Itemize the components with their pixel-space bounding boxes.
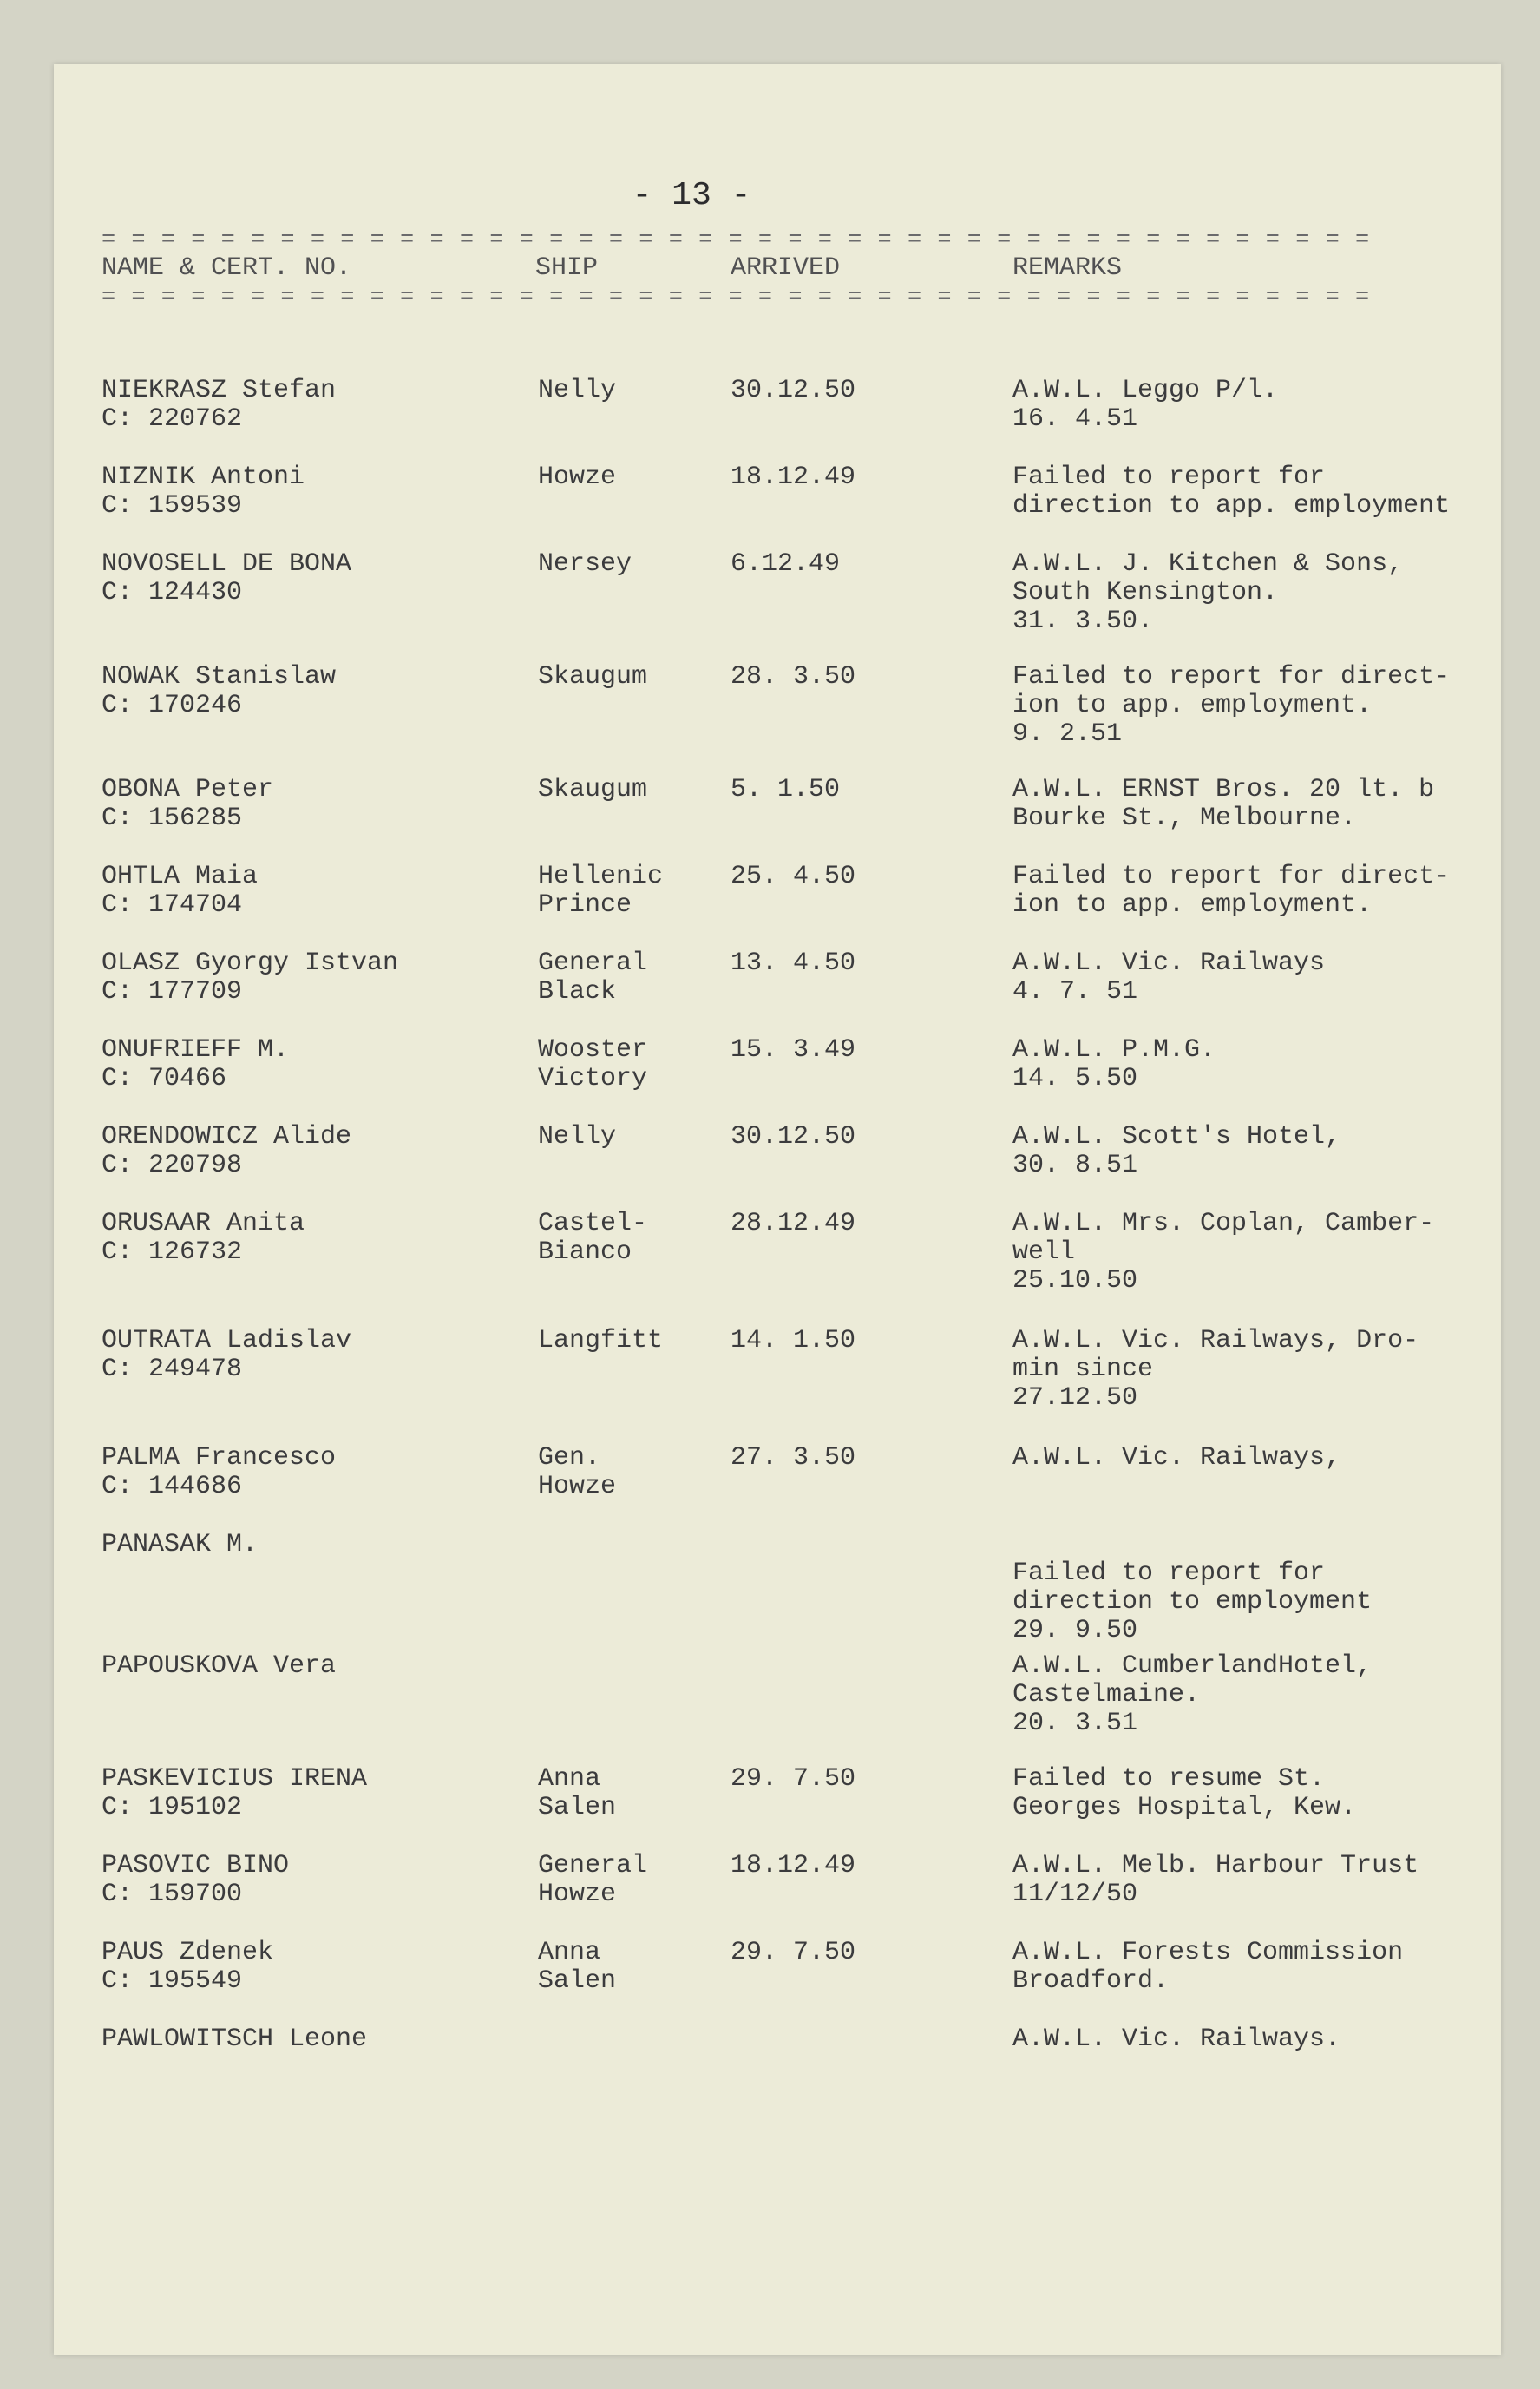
entry-cert: C: 156285 <box>102 804 243 833</box>
entry-name-text: NOVOSELL DE BONA <box>102 549 352 579</box>
entry-arrived: 14. 1.50 <box>731 1326 856 1355</box>
entry-arrived: 29. 7.50 <box>731 1938 856 1967</box>
entry-remarks: A.W.L. Scott's Hotel, 30. 8.51 <box>1012 1122 1341 1180</box>
entry-name-text: OLASZ Gyorgy Istvan <box>102 948 399 978</box>
header-name: NAME & CERT. NO. <box>102 253 352 283</box>
entry-remarks: A.W.L. Melb. Harbour Trust 11/12/50 <box>1012 1851 1419 1909</box>
entry-name <box>102 949 527 1007</box>
entry-name-text: PAUS Zdenek <box>102 1938 274 1967</box>
entry-remarks: A.W.L. ERNST Bros. 20 lt. b Bourke St., Melbourne. <box>1012 775 1435 833</box>
entry-name-text: NOWAK Stanislaw <box>102 662 337 692</box>
entry-name-text: PALMA Francesco <box>102 1443 337 1473</box>
entry-name <box>102 1531 527 1559</box>
entry-name-text: ONUFRIEFF M. <box>102 1035 290 1065</box>
entry-remarks: A.W.L. Mrs. Coplan, Camber- well 25.10.50 <box>1012 1209 1435 1296</box>
entry-ship: General Black <box>538 948 648 1007</box>
entry-cert: C: 126732 <box>102 1237 243 1267</box>
page-number: - 13 - <box>632 177 751 214</box>
entry-name <box>102 1652 527 1681</box>
entry-name <box>102 1036 527 1093</box>
entry-cert: C: 159539 <box>102 491 243 521</box>
entry-remarks: A.W.L. Vic. Railways. <box>1012 2025 1341 2054</box>
header-arrived: ARRIVED <box>731 253 841 283</box>
entry-name <box>102 550 527 607</box>
entry-ship: Nelly <box>538 376 617 405</box>
entry-arrived: 28.12.49 <box>731 1209 856 1238</box>
entry-remarks: A.W.L. P.M.G. 14. 5.50 <box>1012 1035 1216 1093</box>
entry-arrived: 30.12.50 <box>731 376 856 405</box>
entry-name-text: OBONA Peter <box>102 775 274 804</box>
entry-arrived: 25. 4.50 <box>731 862 856 891</box>
entry-cert: C: 170246 <box>102 691 243 720</box>
entry-cert: C: 177709 <box>102 977 243 1007</box>
entry-cert: C: 124430 <box>102 578 243 607</box>
entry-remarks: Failed to report for direction to app. employment <box>1012 463 1451 521</box>
entry-cert: C: 144686 <box>102 1472 243 1501</box>
entry-name <box>102 1123 527 1180</box>
entry-name-text: NIZNIK Antoni <box>102 463 305 492</box>
entry-arrived: 29. 7.50 <box>731 1764 856 1794</box>
entry-ship: Langfitt <box>538 1326 664 1355</box>
entry-name-text: PASKEVICIUS IRENA <box>102 1764 368 1794</box>
entry-arrived: 13. 4.50 <box>731 948 856 978</box>
entry-arrived: 27. 3.50 <box>731 1443 856 1473</box>
entry-ship: Anna Salen <box>538 1938 617 1996</box>
entry-ship: Hellenic Prince <box>538 862 664 920</box>
entry-name-text: ORENDOWICZ Alide <box>102 1122 352 1152</box>
entry-name <box>102 776 527 833</box>
entry-name <box>102 1210 527 1267</box>
entry-remarks: A.W.L. J. Kitchen & Sons, South Kensington. 31. 3.50. <box>1012 549 1404 636</box>
entry-name-text: PASOVIC BINO <box>102 1851 290 1880</box>
entry-ship: Nersey <box>538 549 632 579</box>
entry-cert: C: 174704 <box>102 890 243 920</box>
entry-remarks: A.W.L. Vic. Railways, <box>1012 1443 1341 1473</box>
entry-ship: Anna Salen <box>538 1764 617 1822</box>
entry-ship: Gen. Howze <box>538 1443 617 1501</box>
entry-arrived: 6.12.49 <box>731 549 841 579</box>
entry-remarks: A.W.L. CumberlandHotel, Castelmaine. 20. 3.51 <box>1012 1651 1373 1738</box>
entry-cert: C: 159700 <box>102 1880 243 1909</box>
entry-ship: Castel- Bianco <box>538 1209 648 1267</box>
entry-remarks: Failed to report for direct- ion to app. employment. <box>1012 862 1451 920</box>
entry-name-text: PAWLOWITSCH Leone <box>102 2025 368 2054</box>
entry-name <box>102 1444 527 1501</box>
entry-arrived: 28. 3.50 <box>731 662 856 692</box>
entry-name <box>102 663 527 720</box>
entry-name <box>102 1852 527 1909</box>
document-page <box>54 64 1501 2355</box>
entry-arrived: 15. 3.49 <box>731 1035 856 1065</box>
header-rule: = = = = = = = = = = = = = = = = = = = = = = = = = = = = = = = = = = = = = = = = = = = <box>102 285 1371 311</box>
entry-name <box>102 1765 527 1822</box>
entry-name <box>102 463 527 521</box>
entry-cert: C: 249478 <box>102 1355 243 1384</box>
top-rule: = = = = = = = = = = = = = = = = = = = = = = = = = = = = = = = = = = = = = = = = = = = <box>102 227 1371 253</box>
entry-name <box>102 1327 527 1384</box>
entry-name <box>102 863 527 920</box>
entry-name <box>102 377 527 434</box>
entry-cert: C: 70466 <box>102 1064 227 1093</box>
entry-name <box>102 1939 527 1996</box>
entry-remarks: Failed to report for direct- ion to app. employment. 9. 2.51 <box>1012 662 1451 749</box>
entry-remarks: A.W.L. Leggo P/l. 16. 4.51 <box>1012 376 1279 434</box>
entry-ship: Wooster Victory <box>538 1035 648 1093</box>
entry-remarks: A.W.L. Vic. Railways, Dro- min since 27.12.50 <box>1012 1326 1419 1413</box>
entry-cert: C: 220798 <box>102 1151 243 1180</box>
entry-cert: C: 195549 <box>102 1966 243 1996</box>
entry-ship: Skaugum <box>538 775 648 804</box>
entry-arrived: 30.12.50 <box>731 1122 856 1152</box>
entry-ship: General Howze <box>538 1851 648 1909</box>
entry-name-text: OHTLA Maia <box>102 862 259 891</box>
header-remarks: REMARKS <box>1012 253 1123 283</box>
entry-remarks: A.W.L. Vic. Railways 4. 7. 51 <box>1012 948 1326 1007</box>
entry-remarks: A.W.L. Forests Commission Broadford. <box>1012 1938 1404 1996</box>
entry-remarks: Failed to resume St. Georges Hospital, Kew. <box>1012 1764 1357 1822</box>
entry-name-text: PANASAK M. <box>102 1530 259 1559</box>
entry-name-text: ORUSAAR Anita <box>102 1209 305 1238</box>
entry-arrived: 18.12.49 <box>731 463 856 492</box>
entry-cert: C: 220762 <box>102 404 243 434</box>
entry-ship: Skaugum <box>538 662 648 692</box>
entry-name <box>102 2025 527 2054</box>
entry-remarks: Failed to report for direction to employment 29. 9.50 <box>1012 1559 1373 1645</box>
entry-name-text: NIEKRASZ Stefan <box>102 376 337 405</box>
entry-arrived: 18.12.49 <box>731 1851 856 1880</box>
entry-ship: Howze <box>538 463 617 492</box>
entry-cert: C: 195102 <box>102 1793 243 1822</box>
entry-name-text: PAPOUSKOVA Vera <box>102 1651 337 1681</box>
entry-arrived: 5. 1.50 <box>731 775 841 804</box>
header-ship: SHIP <box>535 253 599 283</box>
entry-ship: Nelly <box>538 1122 617 1152</box>
entry-name-text: OUTRATA Ladislav <box>102 1326 352 1355</box>
